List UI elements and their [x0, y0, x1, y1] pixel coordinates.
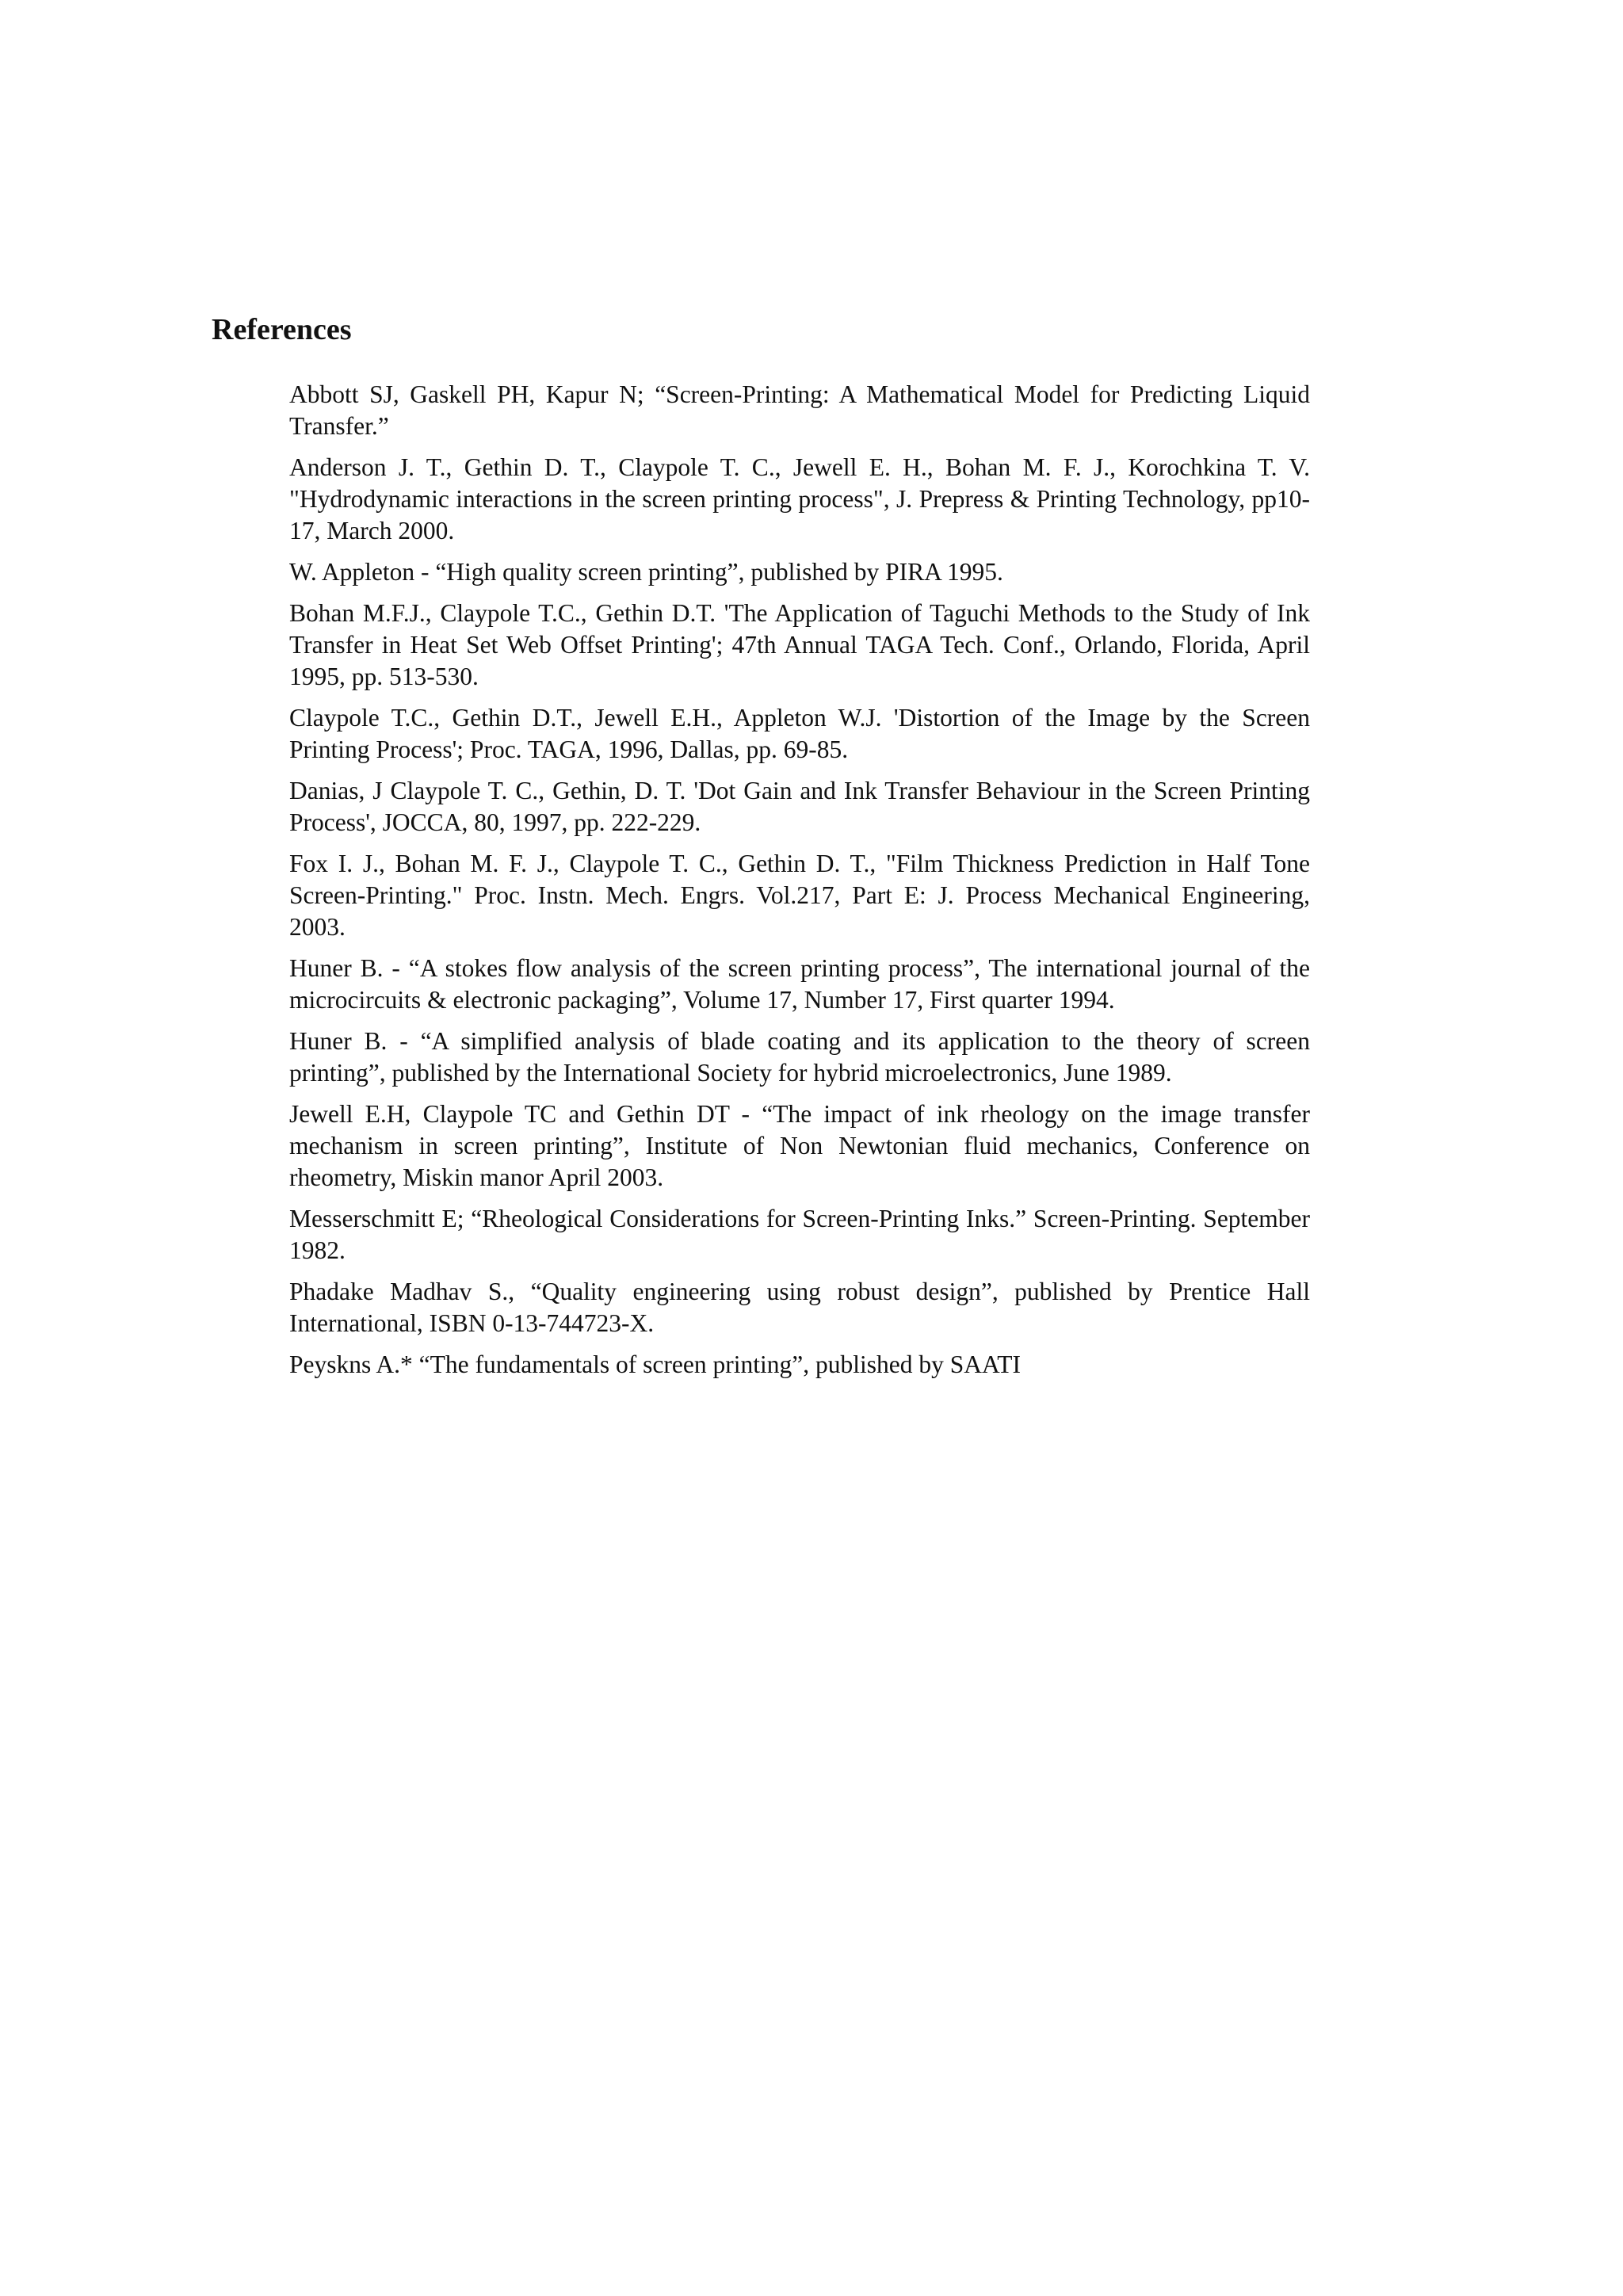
references-heading: References: [212, 313, 352, 346]
reference-item: Huner B. - “A simplified analysis of blade coating and its application to the theory of screen printing”, published by the International Society for hybrid microelectronics, June 1989.: [289, 1027, 1310, 1087]
reference-item: Anderson J. T., Gethin D. T., Claypole T. C., Jewell E. H., Bohan M. F. J., Korochkina T. V. "Hydrodynamic interactions in the screen printing process", J. Prepress & Printing Technology, pp10-17, March 2000.: [289, 453, 1310, 544]
reference-item: Phadake Madhav S., “Quality engineering using robust design”, published by Prentice Hall International, ISBN 0-13-744723-X.: [289, 1278, 1310, 1337]
reference-item: Abbott SJ, Gaskell PH, Kapur N; “Screen-Printing: A Mathematical Model for Predicting Liquid Transfer.”: [289, 380, 1310, 440]
reference-item: Huner B. - “A stokes flow analysis of the screen printing process”, The international journal of the microcircuits & electronic packaging”, Volume 17, Number 17, First quarter 1994.: [289, 954, 1310, 1014]
reference-item: Fox I. J., Bohan M. F. J., Claypole T. C., Gethin D. T., "Film Thickness Prediction in Half Tone Screen-Printing." Proc. Instn. Mech. Engrs. Vol.217, Part E: J. Process Mechanical Engineering, 2003.: [289, 850, 1310, 941]
reference-item: Messerschmitt E; “Rheological Considerations for Screen-Printing Inks.” Screen-Printing. September 1982.: [289, 1205, 1310, 1264]
reference-item: Claypole T.C., Gethin D.T., Jewell E.H., Appleton W.J. 'Distortion of the Image by the Screen Printing Process'; Proc. TAGA, 1996, Dallas, pp. 69-85.: [289, 704, 1310, 763]
reference-item: Danias, J Claypole T. C., Gethin, D. T. 'Dot Gain and Ink Transfer Behaviour in the Screen Printing Process', JOCCA, 80, 1997, pp. 222-229.: [289, 777, 1310, 836]
reference-item: Jewell E.H, Claypole TC and Gethin DT - “The impact of ink rheology on the image transfer mechanism in screen printing”, Institute of Non Newtonian fluid mechanics, Conference on rheometry, Miskin manor April 2003.: [289, 1100, 1310, 1191]
reference-item: W. Appleton - “High quality screen printing”, published by PIRA 1995.: [289, 558, 1003, 586]
reference-item: Bohan M.F.J., Claypole T.C., Gethin D.T. 'The Application of Taguchi Methods to the Study of Ink Transfer in Heat Set Web Offset Printing'; 47th Annual TAGA Tech. Conf., Orlando, Florida, April 1995, pp. 513-530.: [289, 599, 1310, 690]
reference-list: [289, 379, 1310, 1390]
reference-item: Peyskns A.* “The fundamentals of screen printing”, published by SAATI: [289, 1350, 1021, 1378]
